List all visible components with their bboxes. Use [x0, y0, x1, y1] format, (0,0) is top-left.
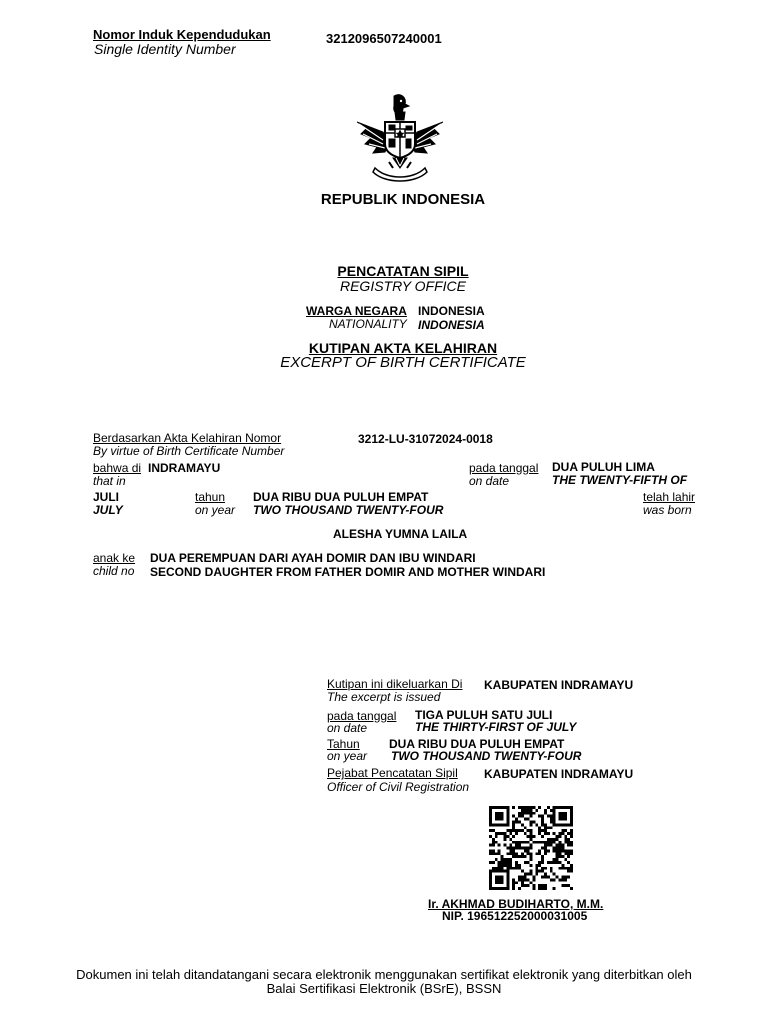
footer-line-1: Dokumen ini telah ditandatangani secara elektronik menggunakan sertifikat elektronik yang diterbitkan oleh: [76, 967, 692, 982]
issue-date-label-en: on date: [327, 721, 368, 735]
date-label-en: on date: [469, 474, 510, 488]
issue-date-label: pada tanggal: [327, 709, 397, 723]
issue-year-label: Tahun: [327, 737, 360, 751]
nationality-label: WARGA NEGARA: [306, 304, 407, 318]
birth-month: JULI: [93, 490, 120, 504]
nationality-label-en: NATIONALITY: [329, 317, 407, 331]
born-label: telah lahir: [643, 490, 696, 504]
birth-year: DUA RIBU DUA PULUH EMPAT: [253, 490, 429, 504]
country-title: REPUBLIK INDONESIA: [320, 191, 486, 208]
issue-year-label-en: on year: [327, 749, 368, 763]
birth-month-en: JULY: [93, 503, 123, 517]
child-description-en: SECOND DAUGHTER FROM FATHER DOMIR AND MOTHER WINDARI: [150, 565, 546, 579]
child-name: ALESHA YUMNA LAILA: [333, 527, 468, 541]
year-label: tahun: [195, 490, 226, 504]
born-label-en: was born: [643, 503, 692, 517]
footer-line-2: Balai Sertifikasi Elektronik (BSrE), BSSN: [266, 981, 502, 996]
garuda-emblem-icon: [349, 92, 451, 184]
nik-label: Nomor Induk Kependudukan: [93, 27, 271, 42]
signer-nip: NIP. 196512252000031005: [442, 909, 588, 923]
birth-year-en: TWO THOUSAND TWENTY-FOUR: [253, 503, 444, 517]
issued-place: KABUPATEN INDRAMAYU: [484, 678, 634, 692]
place-label: bahwa di: [93, 461, 142, 475]
child-no-label: anak ke: [93, 551, 136, 565]
nationality-value-en: INDONESIA: [418, 318, 485, 332]
child-description: DUA PEREMPUAN DARI AYAH DOMIR DAN IBU WINDARI: [150, 551, 476, 565]
year-label-en: on year: [195, 503, 236, 517]
child-no-label-en: child no: [93, 564, 135, 578]
nik-value: 3212096507240001: [326, 31, 442, 46]
certificate-number: 3212-LU-31072024-0018: [358, 432, 493, 446]
issued-label-en: The excerpt is issued: [327, 690, 441, 704]
officer-label-en: Officer of Civil Registration: [327, 780, 470, 794]
issue-year: DUA RIBU DUA PULUH EMPAT: [389, 737, 565, 751]
date-label: pada tanggal: [469, 461, 539, 475]
nationality-value: INDONESIA: [418, 304, 485, 318]
place-label-en: that in: [93, 474, 126, 488]
qr-code-icon: [489, 806, 573, 890]
document-title-en: EXCERPT OF BIRTH CERTIFICATE: [280, 354, 526, 371]
birth-place: INDRAMAYU: [148, 461, 221, 475]
signer-name: Ir. AKHMAD BUDIHARTO, M.M.: [428, 897, 604, 911]
issued-label: Kutipan ini dikeluarkan Di: [327, 677, 463, 691]
officer-label: Pejabat Pencatatan Sipil: [327, 766, 458, 780]
document-title: KUTIPAN AKTA KELAHIRAN: [308, 340, 498, 356]
nik-label-en: Single Identity Number: [94, 41, 236, 57]
basis-label-en: By virtue of Birth Certificate Number: [93, 444, 285, 458]
issue-date-en: THE THIRTY-FIRST OF JULY: [415, 720, 577, 734]
office-title: PENCATATAN SIPIL: [337, 263, 469, 279]
office-title-en: REGISTRY OFFICE: [339, 278, 466, 294]
officer-place: KABUPATEN INDRAMAYU: [484, 767, 634, 781]
birth-day-en: THE TWENTY-FIFTH OF: [552, 473, 688, 487]
issue-year-en: TWO THOUSAND TWENTY-FOUR: [391, 749, 582, 763]
issue-date: TIGA PULUH SATU JULI: [415, 708, 553, 722]
basis-label: Berdasarkan Akta Kelahiran Nomor: [93, 431, 282, 445]
birth-day: DUA PULUH LIMA: [552, 460, 655, 474]
